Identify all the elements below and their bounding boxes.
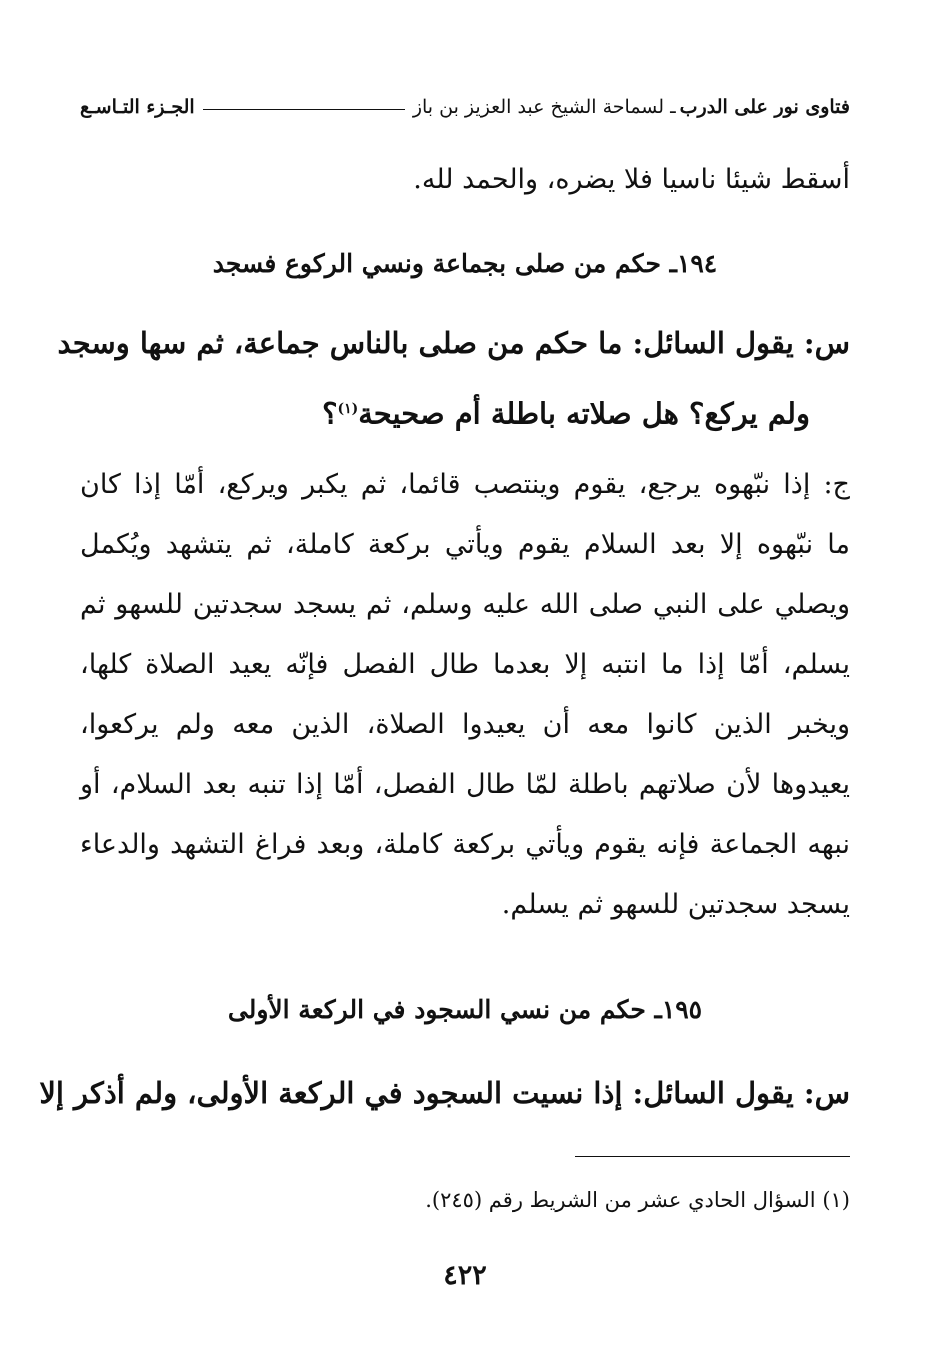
question-line: س: يقول السائل: إذا نسيت السجود في الركعة الأولى، ولم أذكر إلا xyxy=(39,1076,850,1110)
section-heading-195: ١٩٥ـ حكم من نسي السجود في الركعة الأولى xyxy=(227,995,703,1024)
answer-line: يسلم، أمّا إذا ما انتبه إلا بعدما طال الفصل فإنّه يعيد الصلاة كلها، xyxy=(80,649,850,680)
question-line xyxy=(80,376,850,442)
running-header xyxy=(80,92,850,122)
footnote-rule xyxy=(575,1156,850,1157)
continuation-paragraph xyxy=(80,150,850,210)
answer-line: ما نبّهوه إلا بعد السلام يقوم ويأتي بركعة كاملة، ثم يتشهد ويُكمل xyxy=(80,529,850,560)
book-title: فتاوى نور على الدرب xyxy=(679,96,850,118)
footnote-ref: (١) xyxy=(337,401,359,417)
question-mark: ؟ xyxy=(322,396,338,431)
answer-line: يعيدوها لأن صلاتهم باطلة لمّا طال الفصل، أمّا إذا تنبه بعد السلام، أو xyxy=(80,769,850,800)
volume-label: الجـزء التـاسـع xyxy=(80,96,195,118)
question-text: ولم يركع؟ هل صلاته باطلة أم صحيحة xyxy=(358,396,810,431)
page-number: ٤٢٢ xyxy=(443,1260,487,1291)
answer-194 xyxy=(80,455,850,935)
answer-line: ويخبر الذين كانوا معه أن يعيدوا الصلاة، الذين معه ولم يركعوا، xyxy=(80,709,850,740)
answer-line: ج: إذا نبّهوه يرجع، يقوم وينتصب قائما، ثم يكبر ويركع، أمّا إذا كان xyxy=(80,469,850,500)
answer-line: ويصلي على النبي صلى الله عليه وسلم، ثم يسجد سجدتين للسهو ثم xyxy=(80,589,850,620)
section-heading-194: ١٩٤ـ حكم من صلى بجماعة ونسي الركوع فسجد xyxy=(212,249,718,278)
question-195 xyxy=(39,1060,850,1126)
paragraph-line: أسقط شيئا ناسيا فلا يضره، والحمد لله. xyxy=(413,164,850,195)
question-194 xyxy=(57,310,850,442)
author-name: ـ لسماحة الشيخ عبد العزيز بن باز xyxy=(412,96,676,118)
answer-line: يسجد سجدتين للسهو ثم يسلم. xyxy=(501,889,850,920)
footnote: (١) السؤال الحادي عشر من الشريط رقم (٢٤٥). xyxy=(425,1188,850,1212)
book-page xyxy=(39,0,850,1370)
question-line: س: يقول السائل: ما حكم من صلى بالناس جماعة، ثم سها وسجد xyxy=(57,326,850,360)
answer-line: نبهه الجماعة فإنه يقوم ويأتي بركعة كاملة، وبعد فراغ التشهد والدعاء xyxy=(80,829,850,860)
header-rule xyxy=(203,109,405,110)
